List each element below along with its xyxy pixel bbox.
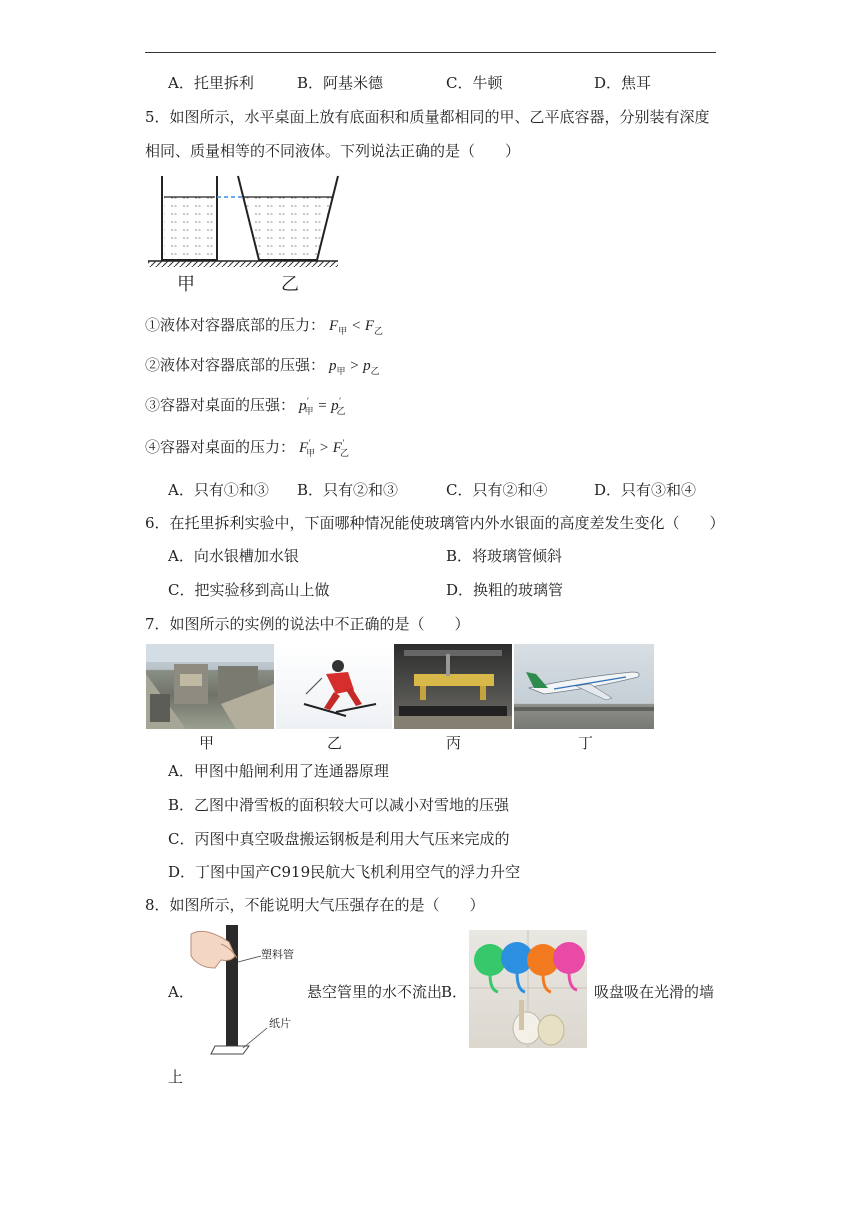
q8-option-b-text-cont: 上 [168, 1068, 184, 1086]
q5-statement-3: ③容器对桌面的压强： $p'_甲 = p'_乙$ [145, 396, 346, 416]
q4-option-c: C．牛顿 [446, 74, 503, 92]
q4-option-b: B．阿基米德 [297, 74, 384, 92]
q5-option-d: D．只有③和④ [594, 481, 697, 499]
q4-option-d: D．焦耳 [594, 74, 652, 92]
q5-option-a: A．只有①和③ [168, 481, 269, 499]
q8-label-paper: 纸片 [269, 1017, 291, 1030]
q5-option-c: C．只有②和④ [446, 481, 548, 499]
q7-photo-vacuum-lifter [394, 644, 512, 729]
q5-container-diagram [145, 170, 345, 295]
q5-statement-1: ①液体对容器底部的压力： $F_甲 < F_乙$ [145, 316, 384, 336]
q8-option-a-label: A． [168, 983, 194, 1001]
q8-label-plastic-tube: 塑料管 [261, 948, 294, 961]
q6-option-a: A．向水银槽加水银 [168, 547, 299, 565]
q8-option-a-text: 悬空管里的水不流出 [307, 983, 443, 1001]
q8-tube-figure [185, 922, 305, 1056]
q7-option-c: C．丙图中真空吸盘搬运钢板是利用大气压来完成的 [168, 830, 510, 848]
q5-label-jia: 甲 [177, 274, 195, 295]
q6-option-d: D．换粗的玻璃管 [446, 581, 564, 599]
q7-caption-ding: 丁 [578, 734, 594, 752]
q8-stem: 8．如图所示，不能说明大气压强存在的是（ ） [145, 896, 485, 914]
q7-caption-yi: 乙 [327, 734, 343, 752]
q7-option-a: A．甲图中船闸利用了连通器原理 [168, 762, 389, 780]
q6-option-c: C．把实验移到高山上做 [168, 581, 330, 599]
q7-caption-jia: 甲 [199, 734, 215, 752]
q7-caption-bing: 丙 [446, 734, 462, 752]
q5-option-b: B．只有②和③ [297, 481, 399, 499]
q7-option-b: B．乙图中滑雪板的面积较大可以减小对雪地的压强 [168, 796, 510, 814]
q5-stem-line1: 5．如图所示，水平桌面上放有底面积和质量都相同的甲、乙平底容器，分别装有深度 [145, 108, 710, 126]
q5-statement-2: ②液体对容器底部的压强： $p_甲 > p_乙$ [145, 356, 380, 376]
q7-option-d: D．丁图中国产C919民航大飞机利用空气的浮力升空 [168, 863, 521, 881]
q8-option-b-label: B． [441, 983, 468, 1001]
q5-statement-4: ④容器对桌面的压力： $F'_甲 > F'_乙$ [145, 438, 349, 458]
q6-stem: 6．在托里拆利实验中，下面哪种情况能使玻璃管内外水银面的高度差发生变化（ ） [145, 514, 725, 532]
header-rule [145, 52, 716, 53]
q4-option-a: A．托里拆利 [168, 74, 254, 92]
q6-option-b: B．将玻璃管倾斜 [446, 547, 563, 565]
q7-photo-aircraft [514, 644, 654, 729]
q7-photo-skier [276, 644, 392, 729]
q7-stem: 7．如图所示的实例的说法中不正确的是（ ） [145, 615, 470, 633]
q7-photo-ship-lock [146, 644, 274, 729]
q5-label-yi: 乙 [281, 274, 299, 295]
q5-stem-line2: 相同、质量相等的不同液体。下列说法正确的是（ ） [145, 142, 521, 160]
q8-photo-suction-hooks [469, 930, 587, 1048]
q8-option-b-text: 吸盘吸在光滑的墙 [594, 983, 715, 1001]
